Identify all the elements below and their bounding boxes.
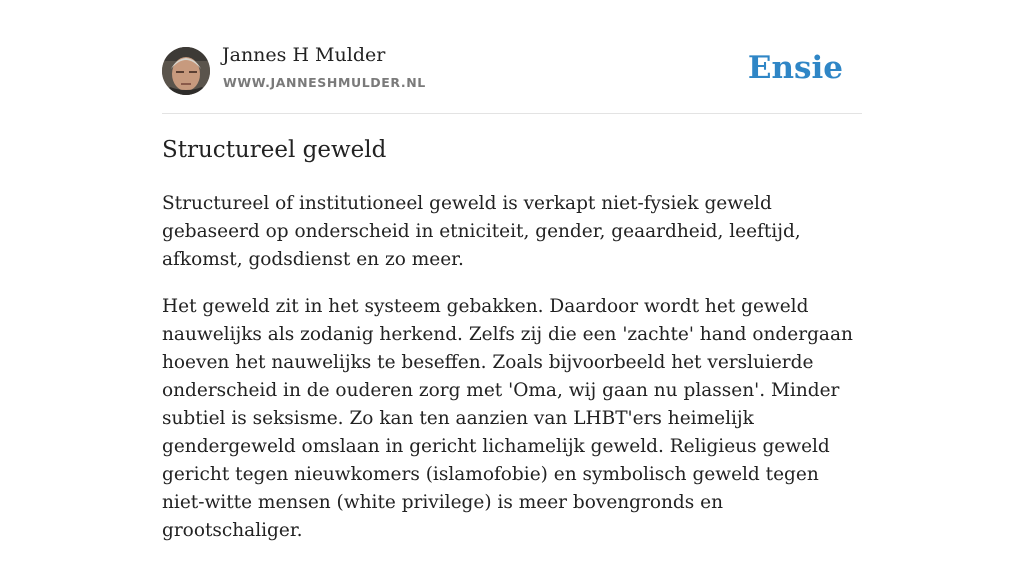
ensie-article-page — [162, 0, 862, 541]
article-paragraph: Het geweld zit in het systeem gebakken. Daardoor wordt het geweld nauwelijks als zodanig herkend. Zelfs zij die een 'zachte' hand ondergaan hoeven het nauwelijks te beseffen. Zoals bijvoorbeeld het versluierde onderscheid in de ouderen zorg met 'Oma, wij gaan nu plassen'. Minder subtiel is seksisme. Zo kan ten aanzien van LHBT'ers heimelijk gendergeweld omslaan in gericht lichamelijk geweld. Religieus geweld gericht tegen nieuwkomers (islamofobie) en symbolisch geweld tegen niet-witte mensen (white privilege) is meer bovengronds en grootschaliger. — [162, 296, 853, 541]
author-portrait-image — [162, 47, 210, 95]
article-body — [162, 190, 862, 564]
article-header — [162, 0, 862, 114]
ensie-logo[interactable]: Ensie — [747, 50, 843, 86]
article-title: Structureel geweld — [162, 137, 387, 163]
author-name[interactable]: Jannes H Mulder — [222, 44, 386, 66]
article-paragraph: Structureel of institutioneel geweld is verkapt niet-fysiek geweld gebaseerd op onderscheid in etniciteit, gender, geaardheid, leeftijd, afkomst, godsdienst en zo meer. — [162, 193, 801, 270]
author-website-link[interactable]: WWW.JANNESHMULDER.NL — [223, 75, 426, 90]
author-avatar[interactable] — [162, 47, 210, 95]
